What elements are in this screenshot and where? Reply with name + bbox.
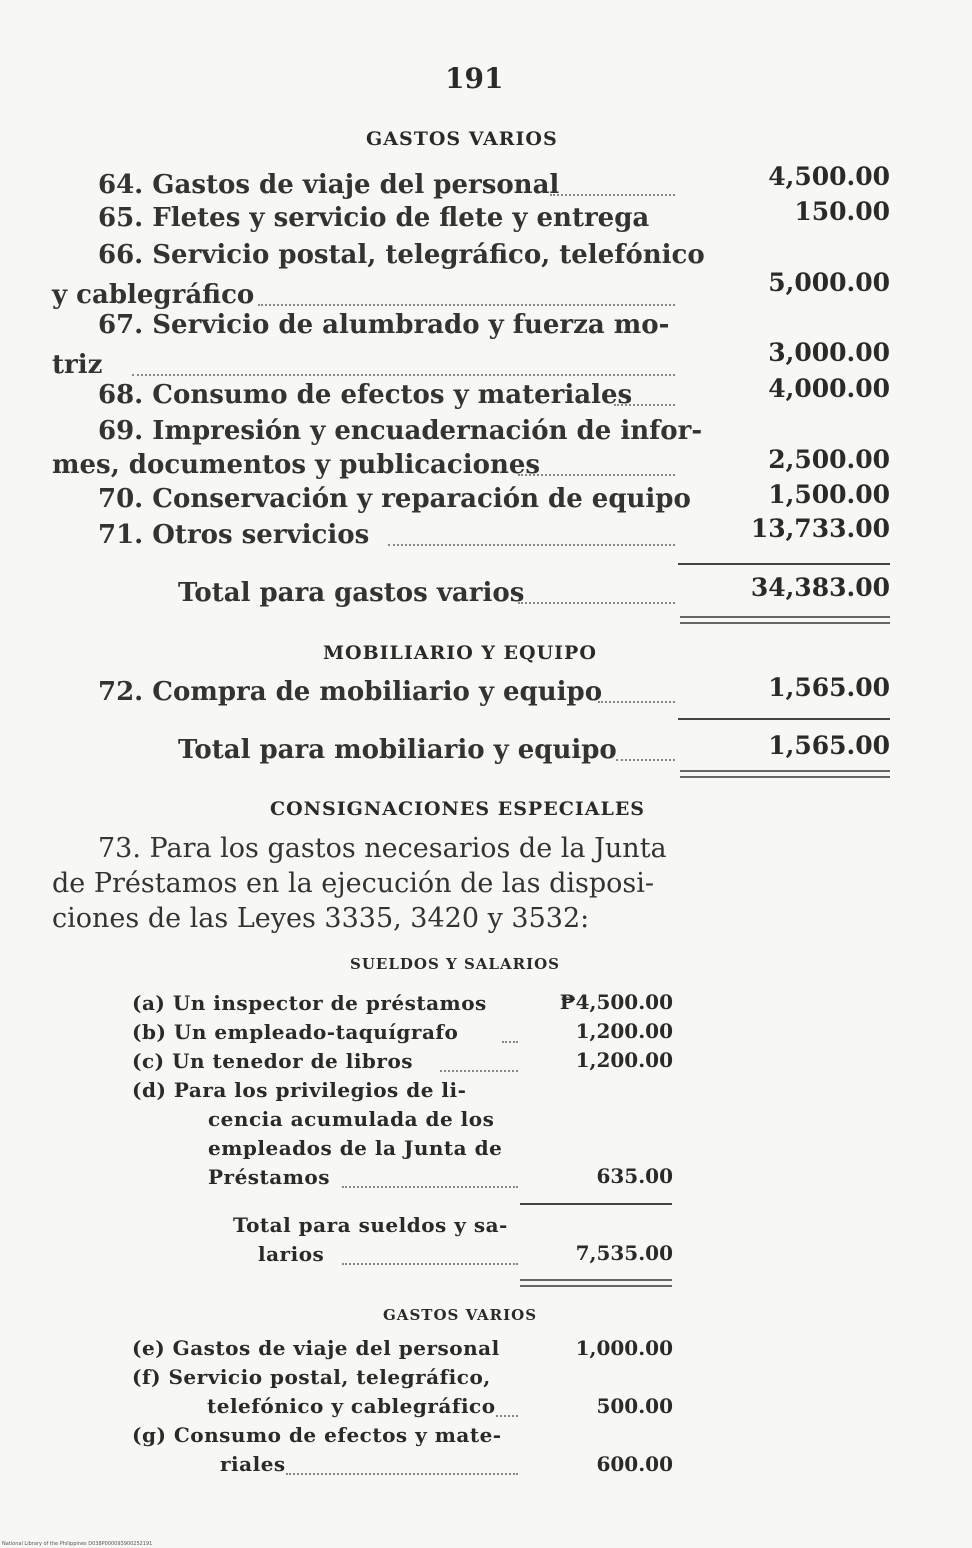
- amount-f: 500.00: [596, 1394, 673, 1418]
- leader-dots: [518, 594, 675, 604]
- double-rule: [520, 1279, 672, 1287]
- item-f-line2: telefónico y cablegráfico: [207, 1394, 496, 1418]
- total-mobiliario: 1,565.00: [768, 731, 890, 760]
- leader-dots: [502, 1033, 518, 1043]
- amount-69: 2,500.00: [768, 445, 890, 474]
- item-66-line1: 66. Servicio postal, telegráfico, telefónico: [98, 240, 705, 270]
- total-gastos-varios: 34,383.00: [750, 573, 890, 602]
- double-rule: [680, 770, 890, 778]
- amount-a: ₱4,500.00: [559, 990, 673, 1014]
- item-d-line2: cencia acumulada de los: [208, 1107, 495, 1131]
- total-mobiliario-label: Total para mobiliario y equipo: [178, 735, 617, 765]
- leader-dots: [258, 296, 675, 306]
- item-65: 65. Fletes y servicio de flete y entrega: [98, 203, 650, 233]
- amount-d: 635.00: [596, 1164, 673, 1188]
- total-rule: [678, 563, 890, 565]
- amount-64: 4,500.00: [768, 162, 890, 191]
- item-67-line1: 67. Servicio de alumbrado y fuerza mo-: [98, 310, 670, 340]
- leader-dots: [518, 466, 675, 476]
- subheading-sueldos: SUELDOS Y SALARIOS: [350, 955, 560, 973]
- leader-dots: [440, 1062, 518, 1072]
- item-b: (b) Un empleado-taquígrafo: [132, 1020, 459, 1044]
- para-73-line3: ciones de las Leyes 3335, 3420 y 3532:: [52, 903, 590, 934]
- item-g-line1: (g) Consumo de efectos y mate-: [132, 1423, 502, 1447]
- leader-dots: [614, 396, 675, 406]
- amount-c: 1,200.00: [575, 1048, 673, 1072]
- section-heading-gastos-varios: GASTOS VARIOS: [366, 128, 558, 150]
- leader-dots: [132, 366, 675, 376]
- item-64: 64. Gastos de viaje del personal: [98, 170, 560, 200]
- item-67-line2: triz: [52, 350, 103, 380]
- leader-dots: [616, 751, 675, 761]
- amount-e: 1,000.00: [575, 1336, 673, 1360]
- leader-dots: [598, 693, 675, 703]
- section-heading-mobiliario: MOBILIARIO Y EQUIPO: [323, 642, 597, 664]
- amount-b: 1,200.00: [575, 1019, 673, 1043]
- item-71: 71. Otros servicios: [98, 520, 370, 550]
- subtotal-rule: [520, 1203, 672, 1205]
- total-gastos-varios-label: Total para gastos varios: [178, 578, 525, 608]
- para-73-line2: de Préstamos en la ejecución de las disposi-: [52, 868, 655, 899]
- item-c: (c) Un tenedor de libros: [132, 1049, 414, 1073]
- item-68: 68. Consumo de efectos y materiales: [98, 380, 633, 410]
- amount-70: 1,500.00: [768, 480, 890, 509]
- leader-dots: [286, 1465, 518, 1475]
- leader-dots: [550, 186, 675, 196]
- item-70: 70. Conservación y reparación de equipo: [98, 484, 691, 514]
- footer-watermark: National Library of the Philippines D038P000093900252191: [2, 1541, 153, 1547]
- double-rule: [680, 616, 890, 624]
- item-66-line2: y cablegráfico: [52, 280, 255, 310]
- amount-65: 150.00: [794, 197, 890, 226]
- amount-68: 4,000.00: [768, 374, 890, 403]
- amount-71: 13,733.00: [750, 514, 890, 543]
- para-73-line1: 73. Para los gastos necesarios de la Junta: [98, 833, 667, 864]
- total-sueldos-label-line2: larios: [258, 1242, 325, 1266]
- item-f-line1: (f) Servicio postal, telegráfico,: [132, 1365, 491, 1389]
- leader-dots: [388, 536, 675, 546]
- item-g-line2: riales: [220, 1452, 286, 1476]
- amount-72: 1,565.00: [768, 673, 890, 702]
- item-e: (e) Gastos de viaje del personal: [132, 1336, 500, 1360]
- amount-67: 3,000.00: [768, 338, 890, 367]
- item-72: 72. Compra de mobiliario y equipo: [98, 677, 603, 707]
- total-sueldos-label-line1: Total para sueldos y sa-: [233, 1213, 508, 1237]
- total-rule: [678, 718, 890, 720]
- section-heading-consignaciones: CONSIGNACIONES ESPECIALES: [270, 798, 646, 820]
- leader-dots: [342, 1178, 518, 1188]
- leader-dots: [496, 1407, 518, 1417]
- subheading-gastos-varios: GASTOS VARIOS: [383, 1306, 538, 1324]
- item-69-line1: 69. Impresión y encuadernación de infor-: [98, 416, 703, 446]
- total-sueldos: 7,535.00: [575, 1241, 673, 1265]
- amount-66: 5,000.00: [768, 268, 890, 297]
- item-d-line4: Préstamos: [208, 1165, 331, 1189]
- item-d-line3: empleados de la Junta de: [208, 1136, 503, 1160]
- page-number: 191: [445, 62, 504, 95]
- item-a: (a) Un inspector de préstamos: [132, 991, 487, 1015]
- leader-dots: [342, 1255, 518, 1265]
- item-69-line2: mes, documentos y publicaciones: [52, 450, 541, 480]
- item-d-line1: (d) Para los privilegios de li-: [132, 1078, 467, 1102]
- amount-g: 600.00: [596, 1452, 673, 1476]
